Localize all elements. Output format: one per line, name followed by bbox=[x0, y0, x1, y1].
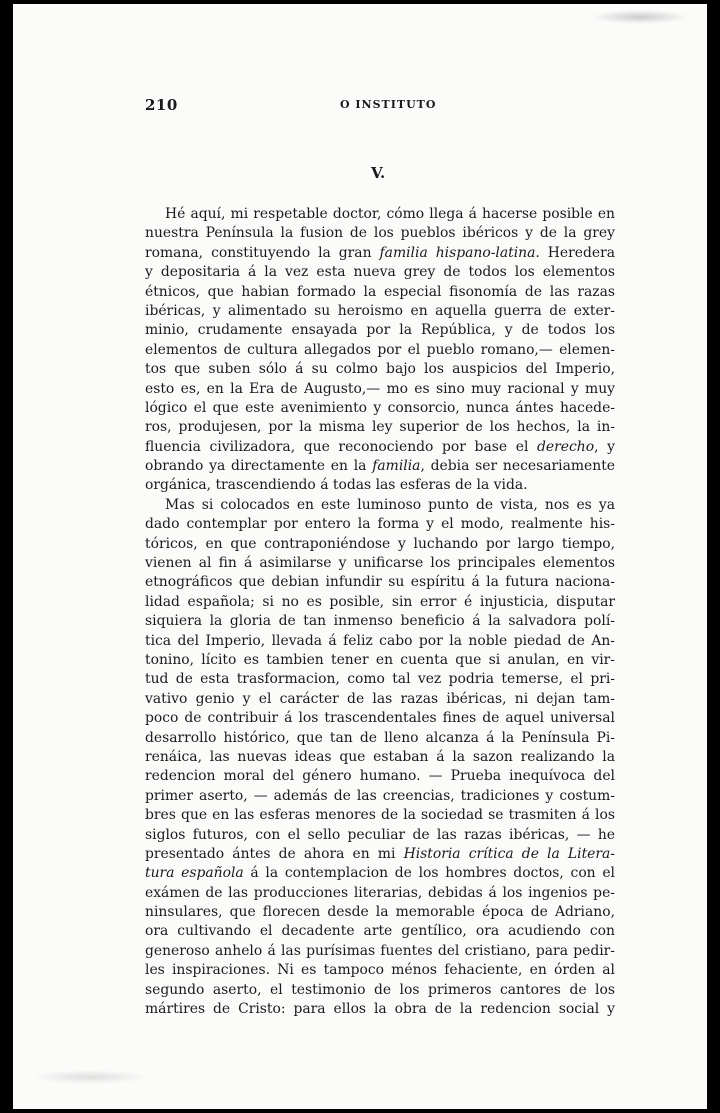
text-line: obrando ya directamente en la familia, debia ser necesariamente bbox=[145, 458, 616, 475]
text-line: orgánica, trascendiendo á todas las esferas de la vida. bbox=[145, 477, 528, 494]
text-line: étnicos, que habian formado la especial fisonomía de las razas bbox=[145, 283, 615, 300]
text-line: ibéricas, y alimentado su heroismo en aquella guerra de exter- bbox=[145, 302, 615, 319]
text-line: nuestra Península la fusion de los pueblos ibéricos y de la grey bbox=[145, 225, 615, 242]
text-line: tóricos, en que contraponiéndose y luchando por largo tiempo, bbox=[145, 535, 615, 552]
running-title: O INSTITUTO bbox=[340, 98, 437, 111]
scan-border-left bbox=[0, 0, 13, 1113]
body-text bbox=[145, 205, 615, 1019]
text-line: tura española á la contemplacion de los hombres doctos, con el bbox=[145, 865, 615, 882]
text-line: vativo genio y el carácter de las razas ibéricas, ni dejan tam- bbox=[145, 690, 615, 707]
text-line: exámen de las producciones literarias, debidas á los ingenios pe- bbox=[145, 884, 615, 901]
text-line: lógico el que este avenimiento y consorcio, nunca ántes hacede- bbox=[145, 399, 615, 416]
text-line: siquiera la gloria de tan inmenso beneficio á la salvadora polí- bbox=[145, 613, 615, 630]
paragraph bbox=[145, 496, 615, 1020]
text-line: generoso anhelo á las purísimas fuentes del cristiano, para pedir- bbox=[145, 942, 615, 959]
text-line: vienen al fin á asimilarse y unificarse los principales elementos bbox=[145, 555, 615, 572]
page-header bbox=[145, 96, 615, 116]
text-line: tonino, lícito es tambien tener en cuenta que si anulan, en vir- bbox=[145, 651, 615, 668]
text-line: ninsulares, que florecen desde la memorable época de Adriano, bbox=[145, 904, 615, 921]
text-line: siglos futuros, con el sello peculiar de las razas ibéricas, — he bbox=[145, 826, 615, 843]
text-line: tud de esta trasformacion, como tal vez podria temerse, el pri- bbox=[145, 671, 615, 688]
scan-smudge-bottom bbox=[30, 1070, 150, 1084]
text-line: etnográficos que debian infundir su espíritu á la futura naciona- bbox=[145, 574, 615, 591]
text-line: poco de contribuir á los trascendentales fines de aquel universal bbox=[145, 710, 615, 727]
scan-smudge-top bbox=[590, 10, 690, 24]
text-line: Mas si colocados en este luminoso punto de vista, nos es ya bbox=[165, 496, 615, 513]
text-line: primer aserto, — además de las creencias, tradiciones y costum- bbox=[145, 787, 615, 804]
scan-border-right bbox=[707, 0, 720, 1113]
text-line: segundo aserto, el testimonio de los primeros cantores de los bbox=[145, 981, 615, 998]
text-line: minio, crudamente ensayada por la República, y de todos los bbox=[145, 322, 615, 339]
text-line: dado contemplar por entero la forma y el modo, realmente his- bbox=[145, 516, 615, 533]
text-line: redencion moral del género humano. — Prueba inequívoca del bbox=[145, 768, 615, 785]
text-line: romana, constituyendo la gran familia hispano-latina. Heredera bbox=[145, 244, 616, 261]
text-line: les inspiraciones. Ni es tampoco ménos fehaciente, en órden al bbox=[145, 962, 615, 979]
section-heading: V. bbox=[371, 164, 386, 182]
text-line: Hé aquí, mi respetable doctor, cómo llega á hacerse posible en bbox=[165, 206, 615, 222]
text-line: ora cultivando el decadente arte gentílico, ora acudiendo con bbox=[145, 923, 615, 940]
text-line: tos que suben sólo á su colmo bajo los auspicios del Imperio, bbox=[145, 361, 615, 378]
text-line: presentado ántes de ahora en mi Historia crítica de la Litera- bbox=[145, 845, 615, 862]
text-line: elementos de cultura allegados por el pueblo romano,— elemen- bbox=[145, 341, 615, 358]
scan-border-top bbox=[0, 0, 720, 4]
text-line: bres que en las esferas menores de la sociedad se trasmiten á los bbox=[145, 807, 615, 824]
scan-border-bottom bbox=[0, 1109, 720, 1113]
text-line: renáica, las nuevas ideas que estaban á la sazon realizando la bbox=[145, 748, 615, 765]
text-line: lidad española; si no es posible, sin error é injusticia, disputar bbox=[145, 593, 615, 610]
text-line: desarrollo histórico, que tan de lleno alcanza á la Península Pi- bbox=[145, 729, 615, 746]
text-line: y depositaria á la vez esta nueva grey de todos los elementos bbox=[145, 264, 615, 281]
text-line: ros, produjesen, por la misma ley superior de los hechos, la in- bbox=[145, 419, 615, 436]
text-line: esto es, en la Era de Augusto,— mo es sino muy racional y muy bbox=[145, 380, 615, 397]
text-line: tica del Imperio, llevada á feliz cabo por la noble piedad de An- bbox=[145, 632, 615, 649]
page-number: 210 bbox=[145, 96, 178, 114]
text-line: fluencia civilizadora, que reconociendo por base el derecho, y bbox=[145, 438, 615, 455]
text-line: mártires de Cristo: para ellos la obra de la redencion social y bbox=[145, 1001, 615, 1018]
paragraph bbox=[145, 205, 615, 496]
